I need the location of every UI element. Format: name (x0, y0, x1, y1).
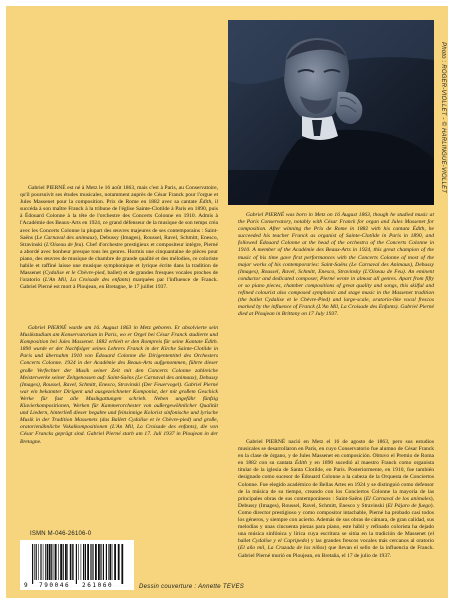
barcode-prefix: 9 (24, 582, 28, 589)
barcode-left-digits: 790046 (39, 582, 71, 589)
biography-english: Gabriel PIERNÉ was born in Metz on 16 August 1863, though he studied music at the Paris Conservatory, notably with César Franck for organ and Jules Massenet for composition. After winning the Prix de Rome in 1882 with his cantata Édith, he succeeded his teacher Franck as organist of Sainte-Clotilde in Paris in 1890, and followed Édouard Colonne at the head of the orchestra of the Concerts Colonne in 1910. A member of the Académie des Beaux-Arts in 1924, this great champion of the music of his time gave first performances with the Concerts Colonne of most of the major works of his contemporaries: Saint-Saëns (Le Carnaval des Animaux), Debussy (Images), Roussel, Ravel, Schmitt, Enesco, Stravinsky (L'Oiseau de Feu). An eminent conductor and dedicated composer, Pierné wrote in almost all genres. Apart from fifty or so piano pieces, chamber compositions of great quality and songs, this skilful and refined colourist also composed symphonic and stage music in the Massenet tradition (the ballet Cydalise et le Chèvre-Pied) and large-scale, oratorio-like vocal frescos marked by the influence of Franck (L'An Mil, La Croisade des Enfants). Gabriel Pierné died at Ploujean in Brittany on 17 July 1937. (238, 212, 434, 318)
barcode-bar (58, 544, 59, 580)
barcode (20, 540, 134, 590)
barcode-bar (91, 544, 92, 580)
ismn-code: ISMN M-046-26106-0 (30, 531, 92, 537)
barcode-bar (34, 544, 35, 580)
biography-french: Gabriel PIERNÉ est né à Metz le 16 août 1863, mais c'est à Paris, au Conservatoire, qu'il poursuivit ses études musicales, notamment auprès de César Franck pour l'orgue et Jules Massenet pour la composition. Prix de Rome en 1882 avec sa cantate Édith, il succéda à son maître Franck à la tribune de l'église Sainte-Clotilde à Paris en 1890, puis à Édouard Colonne à la tête de l'orchestre des Concerts Colonne en 1910. Admis à l'Académie des Beaux-Arts en 1924, ce grand défenseur de la musique de son temps créa avec les Concerts Colonne la plupart des œuvres majeures de ses contemporains : Saint-Saëns (Le Carnaval des animaux), Debussy (Images), Roussel, Ravel, Schmitt, Enesco, Stravinski (L'Oiseau de feu). Chef d'orchestre prestigieux et compositeur intègre, Pierné a abordé avec bonheur presque tous les genres. Hormis une cinquantaine de pièces pour piano, des œuvres de musique de chambre de grande qualité et des mélodies, ce coloriste habile et raffiné laisse une musique symphonique et lyrique écrite dans la tradition de Massenet (Cydalise et le Chèvre-pied, ballet) et de grandes fresques vocales proches de l'oratorio (L'An Mil, La Croisade des enfants) marquées par l'influence de Franck. Gabriel Pierné est mort à Ploujean, en Bretagne, le 17 juillet 1937. (20, 185, 218, 291)
barcode-bar (65, 544, 67, 580)
barcode-bar (51, 544, 52, 580)
barcode-bar (85, 544, 86, 580)
barcode-bar (114, 544, 116, 580)
barcode-bar (43, 544, 44, 580)
barcode-bar (95, 544, 97, 580)
barcode-bar (38, 544, 39, 580)
barcode-bar (55, 544, 57, 580)
barcode-bar (63, 544, 64, 580)
barcode-bar (54, 544, 55, 580)
barcode-bar (32, 544, 33, 584)
barcode-bar (78, 544, 79, 580)
barcode-bar (112, 544, 113, 580)
barcode-bar (45, 544, 46, 580)
barcode-bar (70, 544, 71, 580)
photo-credit: Photo : ROGER-VIOLLET - © HARLINGUE-VIOLLET (440, 42, 446, 194)
barcode-bar (100, 544, 101, 580)
portrait-image (228, 20, 434, 205)
barcode-bar (98, 544, 100, 580)
barcode-bar (109, 544, 111, 580)
back-cover (6, 6, 448, 598)
barcode-bar (121, 544, 123, 584)
barcode-bars (20, 540, 134, 590)
barcode-bar (93, 544, 94, 580)
barcode-bar (60, 544, 62, 580)
barcode-right-digits: 261060 (82, 582, 114, 589)
barcode-bar (73, 544, 74, 580)
barcode-bar (87, 544, 89, 580)
barcode-bar (36, 544, 37, 580)
barcode-bar (81, 544, 82, 580)
barcode-bar (90, 544, 91, 580)
biography-german: Gabriel PIERNÉ wurde am 16. August 1863 in Metz geboren. Er absolvierte sein Musikstudium am Konservatorium in Paris, wo er Orgel bei César Franck studierte und Komposition bei Jules Massenet. 1882 erhielt er den Rompreis für seine Kantate Édith. 1890 wurde er der Nachfolger seines Lehrers Franck in der Kirche Sainte-Clotilde in Paris und übernahm 1910 von Édouard Colonne die Dirigententitel des Orchesters Concerts Colonne. 1924 in der Académie des Beaux-Arts aufgenommen, führte dieser große Verfechter der Musik seiner Zeit mit den Concerts Colonne zahlreiche Meisterwerke seiner Zeitgenossen auf: Saint-Saëns (Le Carnaval des animaux), Debussy (Images), Roussel, Ravel, Schmitt, Enesco, Stravinski (Der Feuervogel). Gabriel Pierné war ein bekannter Dirigent und ausgezeichneter Komponist, der mit großem Geschick Werke für fast alle Musikgattungen schrieb. Neben ungefähr fünfzig Klavierkompositionen, Werken für Kammerorchester von außergewöhnlicher Qualität und Liedern, hinterließ dieser begabte und feinsinnige Kolorist sinfonische und lyrische Musik in der Tradition Massenets (das Ballett Cydalise et le Chèvre-pied) und große, oratorienähnliche Vokalkompositionen (L'An Mil, La Croisade des enfants), die von César Francks geprägt sind. Gabriel Pierné starb am 17. Juli 1937 in Ploujean in der Bretagne. (20, 325, 218, 445)
barcode-bar (76, 544, 77, 584)
barcode-bar (49, 544, 51, 580)
composer-portrait-photo (228, 20, 434, 205)
barcode-bar (118, 544, 120, 580)
biography-spanish: Gabriel PIERNÉ nació en Metz el 16 de agosto de 1863, pero sus estudios musicales se desarrollaron en París, en cuyo Conservatorio fue alumno de César Franck en la clase de órgano, y de Jules Massenet en composición. Obtuvo el Premio de Roma en 1882 con su cantata Édith y en 1890 sucedió al maestro Franck como organista titular de la iglesia de Santa Clotilde, en París. Posteriormente, en 1910, fue también designado como sucesor de Édouard Colonne a la cabeza de la Orquesta de Conciertos Colonne. Fue elegido académico de Bellas Artes en 1924 y se distinguió como defensor de la música de su tiempo, creando con los Conciertos Colonne la mayoría de las principales obras de sus contemporáneos : Saint-Saëns (El Carnaval de los animales), Debussy (Images), Roussel, Ravel, Schmitt, Enesco y Stravinski (El Pájaro de fuego). Como director prestigioso y como compositor intachable, Pierné ha probado casi todos los géneros, y siempre con acierto. Además de sus obras de cámara, de gran calidad, sus melodías y unas cincuenta piezas para piano, este hábil y refinado colorista ha dejado una música sinfónica y lírica cuya escritura se sitúa en la tradición de Massenet (el ballet Cydalise y el Capripedo) y las grandes frescos vocales más cercanos al oratorio (El año mil, La Cruzada de los niños) que llevan el sello de la influencia de Franck. Gabriel Pierné murió en Ploujean, en Bretaña, el 17 de julio de 1937. (238, 439, 435, 559)
barcode-bar (103, 544, 104, 580)
barcode-bar (40, 544, 41, 580)
barcode-bar (72, 544, 73, 580)
barcode-bar (47, 544, 48, 580)
barcode-bar (108, 544, 109, 580)
barcode-bar (106, 544, 107, 580)
barcode-bar (83, 544, 84, 580)
barcode-bar (67, 544, 68, 580)
cover-design-credit: Dessin couverture : Annette TEVES (139, 584, 245, 590)
